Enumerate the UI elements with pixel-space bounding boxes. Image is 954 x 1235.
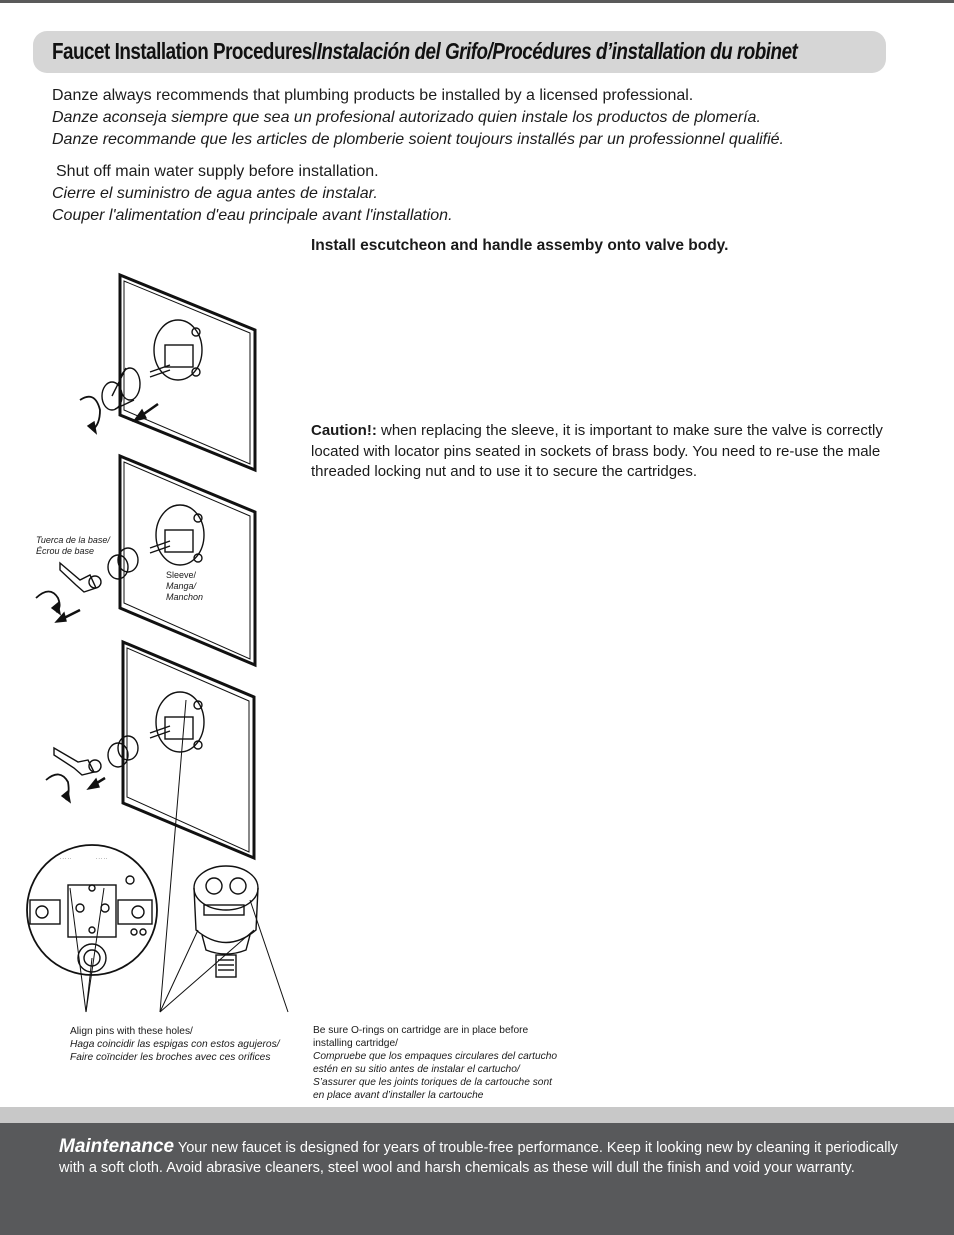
valve-body-1	[150, 320, 202, 380]
wrench-icon	[60, 563, 101, 592]
sleeve-2	[108, 548, 138, 579]
intro-en: Danze always recommends that plumbing products be installed by a licensed professional.	[52, 87, 694, 104]
callout-sleeve: Sleeve/ Manga/ Manchon	[166, 570, 204, 602]
wrench-icon-3	[54, 748, 101, 775]
rotation-arrow-head	[88, 422, 96, 433]
cartridge-illustration	[194, 866, 258, 977]
caution-text: when replacing the sleeve, it is important to make sure the valve is correctly located with locator pins seated in sockets of brass body. You need to re-use the male threaded locking nut and to use it to secure the cartridges.	[311, 422, 883, 480]
shutoff-es: Cierre el suministro de agua antes de instalar.	[52, 185, 378, 202]
caution-label: Caution!:	[311, 422, 377, 439]
footer-light-band	[0, 1107, 954, 1123]
note-o-rings: Be sure O-rings on cartridge are in place before installing cartridge/ Compruebe que los empaques circulares del cartucho estén en su sitio antes de instalar el cartucho/ S’assurer que les joints toriques de la cartouche sont en place avant d’installer la cartouche	[313, 1025, 558, 1101]
intro-fr: Danze recommande que les articles de plomberie soient toujours installés par un professionnel qualifié.	[52, 131, 784, 148]
svg-text:· · · · ·: · · · · ·	[60, 856, 72, 861]
valve-body-2	[150, 505, 204, 565]
valve-body-3	[150, 692, 204, 752]
intro-es: Danze aconseja siempre que sea un profesional autorizado quien instale los productos de plomería.	[52, 109, 761, 126]
shutoff-fr: Couper l'alimentation d'eau principale avant l'installation.	[52, 207, 453, 224]
page-title: Faucet Installation Procedures/Instalación del Grifo/Procédures d’installation du robinet	[52, 38, 798, 64]
wall-panel-3	[46, 642, 254, 858]
callout-base-nut: Tuerca de la base/ Écrou de base	[36, 535, 110, 556]
maintenance-paragraph	[59, 1137, 919, 1178]
step-heading: Install escutcheon and handle assemby onto valve body.	[311, 237, 729, 254]
maintenance-label: Maintenance	[59, 1136, 175, 1157]
valve-detail-circle	[27, 845, 157, 975]
svg-text:· · · · ·: · · · · ·	[96, 856, 108, 861]
maintenance-text: Your new faucet is designed for years of trouble-free performance. Keep it looking new by cleaning it periodically with a soft cloth. Avoid abrasive cleaners, steel wool and harsh chemicals as these will dull the finish and void your warranty.	[59, 1140, 898, 1176]
wall-panel-1	[80, 275, 255, 470]
note-align-pins: Align pins with these holes/ Haga coincidir las espigas con estos agujeros/ Faire coïncider les broches avec ces orifices	[70, 1026, 280, 1063]
shutoff-en: Shut off main water supply before installation.	[56, 163, 379, 180]
wall-panel-2	[36, 456, 255, 665]
